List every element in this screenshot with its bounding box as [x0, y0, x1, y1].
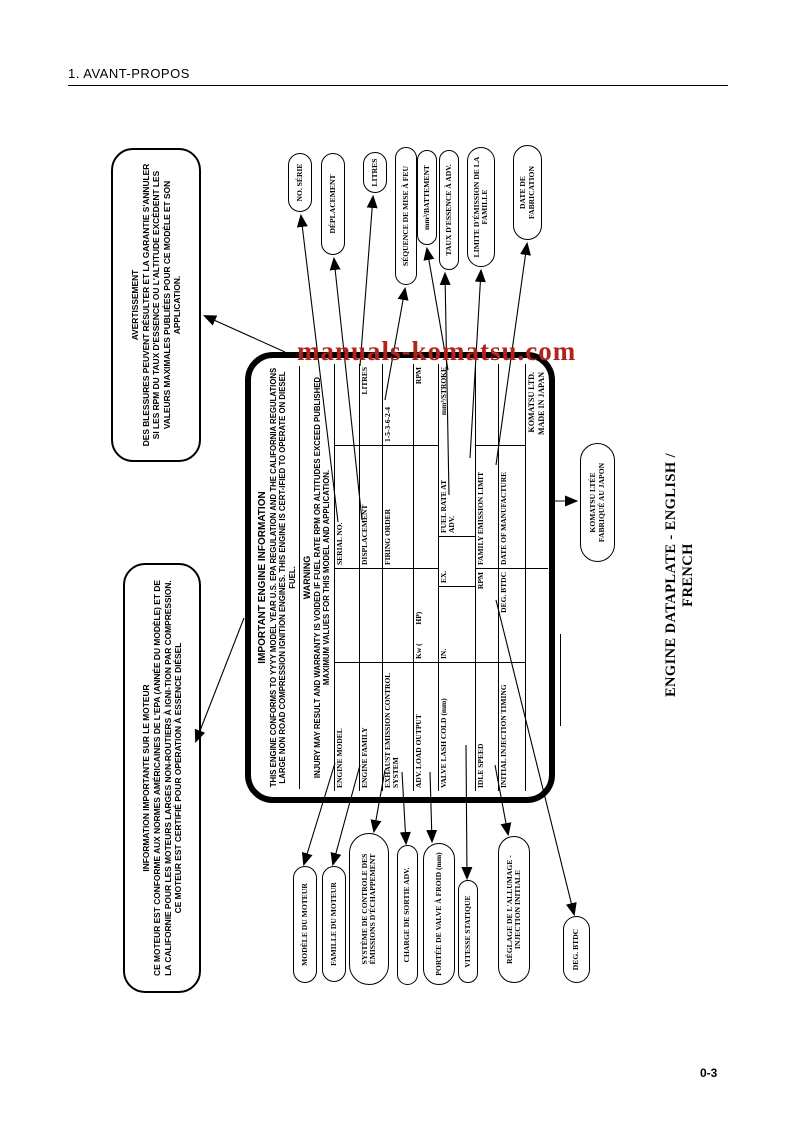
callout-litres: LITRES	[363, 152, 387, 193]
table-row	[498, 364, 525, 791]
field-engine-family: ENGINE FAMILY	[359, 727, 369, 788]
field-idle-speed: IDLE SPEED	[475, 743, 485, 788]
callout-portee-valve-froid: PORTÉE DE VALVE À FROID (mm)	[423, 843, 455, 985]
table-row	[382, 364, 413, 791]
table-row	[438, 364, 475, 791]
plate-warning-title: WARNING	[302, 555, 313, 600]
callout-sequence-mise-a-feu: SÉQUENCE DE MISE À FEU	[395, 147, 417, 285]
field-displacement: DISPLACEMENT	[360, 446, 382, 569]
callout-komatsu-ltee	[580, 443, 615, 562]
callout-famille-du-moteur: FAMILLE DU MOTEUR	[322, 866, 346, 982]
warning-note-box	[111, 148, 201, 462]
value-family-emission	[476, 364, 498, 446]
value-firing-order: 1-5-3-6-2-4	[383, 364, 413, 446]
field-exhaust-emission: EXHAUST EMISSION CONTROL SYSTEM	[382, 673, 401, 788]
field-valve-ex: EX.	[439, 537, 475, 587]
field-firing-order: FIRING ORDER	[383, 446, 413, 569]
blank-underline	[560, 634, 561, 726]
callout-no-serie: NO. SÉRIE	[288, 153, 312, 212]
unit-litres: LITRES	[360, 364, 382, 446]
maker-country: MADE IN JAPAN	[536, 372, 546, 435]
value-engine-family	[360, 569, 382, 663]
plate-title: IMPORTANT ENGINE INFORMATION	[257, 491, 268, 664]
unit-mm3-stroke: mm³/STROKE	[438, 367, 448, 416]
callout-reglage-allumage: RÉGLAGE DE L'ALLUMAGE - INJECTION INITIALE	[498, 836, 530, 983]
value-date-of-manufacture	[499, 364, 525, 446]
table-row	[413, 364, 438, 791]
field-serial-no: SERIAL NO.	[335, 446, 359, 569]
callout-date-fabrication: DATE DE FABRICATION	[513, 145, 542, 240]
engine-info-note-box	[123, 563, 201, 993]
callout-vitesse-statique: VITESSE STATIQUE	[458, 880, 478, 983]
table-row	[359, 364, 382, 791]
field-adv-load-output: ADV. LOAD OUTPUT	[413, 714, 423, 788]
plate-warning-body: INJURY MAY RESULT AND WARRANTY IS VOIDED IF FUEL RATE RPM OR ALTITUDES EXCEED PUBLISHED MAXIMUM VALUES FOR THIS MODEL AND APPLICATION.	[313, 376, 332, 779]
callout-charge-sortie-adv: CHARGE DE SORTIE ADV.	[397, 845, 418, 985]
callout-komatsu-line2: FABRIQUÉ AU JAPON	[596, 462, 606, 543]
callout-mm3-battement: mm³/BATTEMENT	[417, 150, 437, 245]
maker-name: KOMATSU LTD.	[526, 372, 536, 433]
callout-deg-btdc: DEG. BTDC	[563, 916, 590, 983]
value-engine-model	[335, 569, 359, 663]
unit-kw-hp: Kw ( HP)	[414, 569, 438, 663]
field-fuel-rate: FUEL RATE AT ADV.	[438, 480, 457, 533]
page-number: 0-3	[700, 1066, 718, 1080]
callout-limite-emission: LIMITE D'ÉMISSION DE LA FAMILLE	[467, 147, 495, 267]
callout-deplacement: DÉPLACEMENT	[321, 153, 345, 255]
unit-deg-btdc: DEG. BTDC	[499, 569, 525, 663]
field-date-of-manufacture: DATE OF MANUFACTURE	[499, 446, 525, 569]
value-serial-no	[335, 364, 359, 446]
field-family-emission-limit: FAMILY EMISSION LIMIT	[476, 446, 498, 569]
callout-modele-du-moteur: MODÈLE DU MOTEUR	[293, 866, 317, 983]
diagram-title: ENGINE DATAPLATE - ENGLISH / FRENCH	[663, 452, 696, 698]
value-exhaust-emission	[383, 569, 413, 663]
callout-systeme-emissions: SYSTÈME DE CONTROLE DES ÉMISSIONS D'ÉCHAPPEMENT	[349, 833, 389, 985]
table-row	[475, 364, 498, 791]
field-fuel-rate-cell	[439, 364, 475, 537]
field-valve-in: IN.	[439, 587, 475, 663]
field-initial-injection: INITIAL INJECTION TIMING	[498, 684, 508, 788]
value-adv-load	[414, 446, 438, 569]
field-valve-lash: VALVE LASH COLD (mm)	[438, 698, 448, 788]
maker-blank-cell	[526, 569, 548, 791]
callout-taux-essence-adv: TAUX D'ESSENCE À ADV.	[439, 150, 459, 270]
warning-note-body: DES BLESSURES PEUVENT RÉSULTER ET LA GARANTIE S'ANNULER SI LES RPM DU TAUX D'ESSENCE OU L'ALTITUDE EXCÈDENT LES VALEURS MAXIMALES PUBLIÉES POUR CE MODÈLE ET SON APPLICATION.	[141, 163, 182, 447]
unit-rpm: RPM	[414, 364, 438, 446]
table-row	[525, 364, 548, 791]
engine-info-note-title: INFORMATION IMPORTANTE SUR LE MOTEUR	[141, 684, 151, 872]
table-row	[334, 364, 359, 791]
engine-info-note-body: CE MOTEUR EST CONFORME AUX NORMES AMÉRICAINES DE L'EPA (ANNÉE DU MODÈLE) ET DE LA CALIFORNIE POUR LES MOTEURS LARGES NON-ROUTIERS À IGNI-TION PAR COMPRESSION. CE MOTEUR EST CERTIFIÉ POUR OPERATION À ESSENCE DIÉSEL	[152, 580, 183, 976]
unit-idle-rpm: RPM	[476, 569, 498, 663]
watermark-text: manuals-komatsu.com	[297, 336, 577, 366]
chapter-header: 1. AVANT-PROPOS	[68, 66, 728, 86]
warning-note-title: AVERTISSEMENT	[129, 269, 140, 341]
rotated-diagram	[95, 135, 710, 1010]
plate-conformity-text: THIS ENGINE CONFORMS TO YYYY MODEL YEAR U.S. EPA REGULATION AND THE CALIFORNIA REGULATIONS LARGE NON ROAD COMPRESSION IGNITION ENGINES. THIS ENGINE IS CERT-IFIED TO OPERATE ON DIESEL FUEL.	[269, 367, 297, 788]
field-engine-model: ENGINE MODEL	[334, 728, 344, 788]
callout-komatsu-line1: KOMATSU LTÉE	[588, 472, 597, 533]
engine-dataplate	[245, 352, 555, 803]
plate-table	[334, 364, 548, 791]
plate-divider	[299, 366, 300, 789]
maker-cell	[526, 364, 548, 569]
